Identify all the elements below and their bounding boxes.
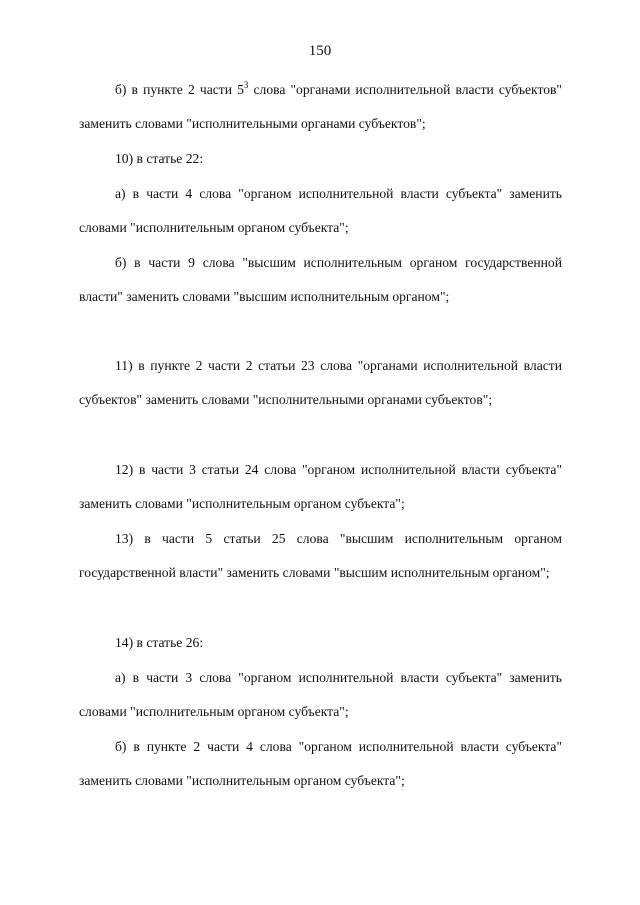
paragraph-2: 10) в статье 22: [115,151,204,166]
paragraph-7: 13) в части 5 статьи 25 слова "высшим исполнительным органом государственной власти" заменить словами "высшим исполнительным органом"; [79,531,562,581]
paragraph-3: а) в части 4 слова "органом исполнительной власти субъекта" заменить словами "исполнительным органом субъекта"; [79,186,562,236]
paragraph-4: б) в части 9 слова "высшим исполнительным органом государственной власти" заменить словами "высшим исполнительным органом"; [79,255,562,305]
paragraph-1 [79,73,562,142]
superscript-number: 3 [243,80,249,90]
paragraph-6: 12) в части 3 статьи 24 слова "органом исполнительной власти субъекта" заменить словами "исполнительным органом субъекта"; [79,462,562,512]
paragraph-8: 14) в статье 26: [115,635,204,650]
paragraph-5: 11) в пункте 2 части 2 статьи 23 слова "органами исполнительной власти субъектов" заменить словами "исполнительными органами субъектов"; [79,358,562,408]
paragraph-1-text: б) в пункте 2 части 5 [115,82,244,97]
paragraph-9: а) в части 3 слова "органом исполнительной власти субъекта" заменить словами "исполнительным органом субъекта"; [79,670,562,720]
paragraph-10: б) в пункте 2 части 4 слова "органом исполнительной власти субъекта" заменить словами "исполнительным органом субъекта"; [79,739,562,789]
paragraph-1-text-cont: слова "органами исполнительной власти субъектов" заменить словами "исполнительными органами субъектов"; [79,82,562,132]
page-number: 150 [308,43,332,59]
